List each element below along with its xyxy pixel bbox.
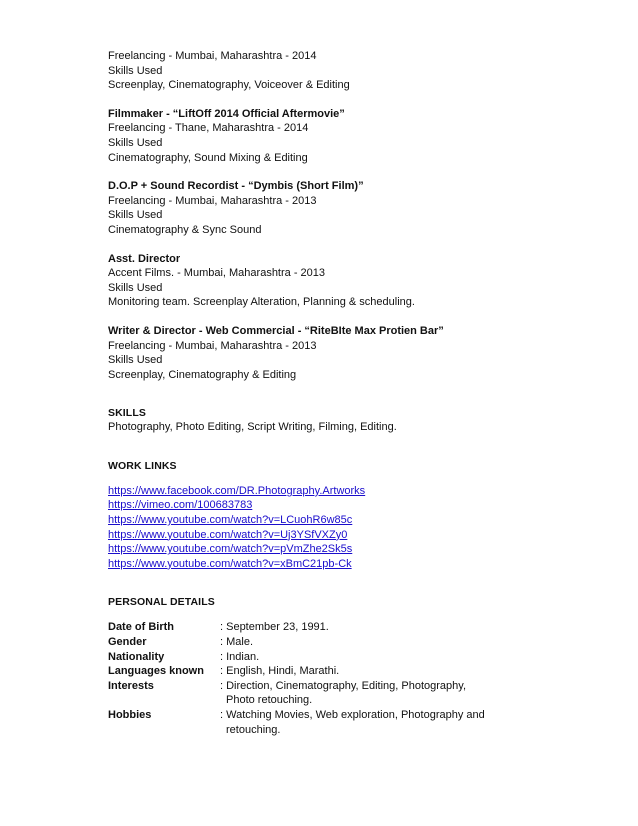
entry-skills: Cinematography & Sync Sound [108,223,262,236]
entry-title: Filmmaker - “LiftOff 2014 Official Aftermovie” [108,107,345,120]
skills-section [108,406,608,435]
entry-meta: Freelancing - Thane, Maharashtra - 2014 [108,122,309,135]
entry-meta: Freelancing - Mumbai, Maharashtra - 2014 [108,50,317,62]
entry-skills: Monitoring team. Screenplay Alteration, Planning & scheduling. [108,296,415,309]
skills-heading: SKILLS [108,407,146,420]
personal-details-table [108,620,608,737]
work-link-youtube-4[interactable]: https://www.youtube.com/watch?v=xBmC21pb-Ck [108,557,352,570]
entry-title: D.O.P + Sound Recordist - “Dymbis (Short Film)” [108,180,364,193]
entry-skills-label: Skills Used [108,64,163,77]
work-link-youtube-2[interactable]: https://www.youtube.com/watch?v=Uj3YSfVXZy0 [108,528,348,541]
personal-details-section [108,595,608,737]
detail-value-continuation: Photo retouching. [226,694,313,707]
detail-label: Hobbies [108,709,152,721]
entry-meta: Freelancing - Mumbai, Maharashtra - 2013 [108,339,317,352]
entry-meta: Freelancing - Mumbai, Maharashtra - 2013 [108,194,317,207]
work-links-list [108,484,608,572]
entry-meta: Accent Films. - Mumbai, Maharashtra - 2013 [108,267,326,280]
work-link-youtube-1[interactable]: https://www.youtube.com/watch?v=LCuohR6w85c [108,514,353,527]
resume-page [108,49,608,737]
experience-entry [108,252,608,310]
detail-row-hobbies [108,708,608,737]
detail-value-line: : Direction, Cinematography, Editing, Photography, [220,679,467,692]
detail-label: Interests [108,679,154,692]
work-link-facebook[interactable]: https://www.facebook.com/DR.Photography.Artworks [108,484,366,497]
detail-value: : September 23, 1991. [220,621,329,634]
entry-skills-label: Skills Used [108,209,163,222]
detail-label: Date of Birth [108,621,174,634]
detail-value: : Male. [220,636,254,649]
entry-skills-label: Skills Used [108,136,163,149]
entry-skills-label: Skills Used [108,354,163,367]
entry-skills: Screenplay, Cinematography, Voiceover & Editing [108,79,350,92]
detail-label: Gender [108,636,147,649]
entry-skills: Cinematography, Sound Mixing & Editing [108,151,308,164]
detail-row-dob [108,620,608,635]
detail-row-languages [108,664,608,679]
detail-label: Languages known [108,665,204,678]
detail-row-interests [108,679,608,708]
personal-details-heading: PERSONAL DETAILS [108,596,215,609]
experience-entry [108,179,608,237]
entry-skills: Screenplay, Cinematography & Editing [108,368,297,381]
skills-text: Photography, Photo Editing, Script Writing, Filming, Editing. [108,421,397,434]
experience-entry [108,49,608,93]
detail-label: Nationality [108,650,165,663]
detail-value [220,679,608,708]
work-link-vimeo[interactable]: https://vimeo.com/100683783 [108,499,253,512]
detail-value: : Indian. [220,650,260,663]
experience-entry [108,324,608,382]
entry-title: Asst. Director [108,252,181,265]
detail-value-continuation: retouching. [226,723,281,736]
detail-row-nationality [108,650,608,665]
detail-value: : English, Hindi, Marathi. [220,665,340,678]
experience-entry [108,107,608,165]
detail-row-gender [108,635,608,650]
entry-skills-label: Skills Used [108,281,163,294]
detail-value [220,708,608,737]
work-links-section [108,459,608,572]
work-links-heading: WORK LINKS [108,459,177,472]
entry-title: Writer & Director - Web Commercial - “RiteBIte Max Protien Bar” [108,324,444,337]
detail-value-line: : Watching Movies, Web exploration, Photography and [220,709,485,721]
work-link-youtube-3[interactable]: https://www.youtube.com/watch?v=pVmZhe2Sk5s [108,543,353,556]
